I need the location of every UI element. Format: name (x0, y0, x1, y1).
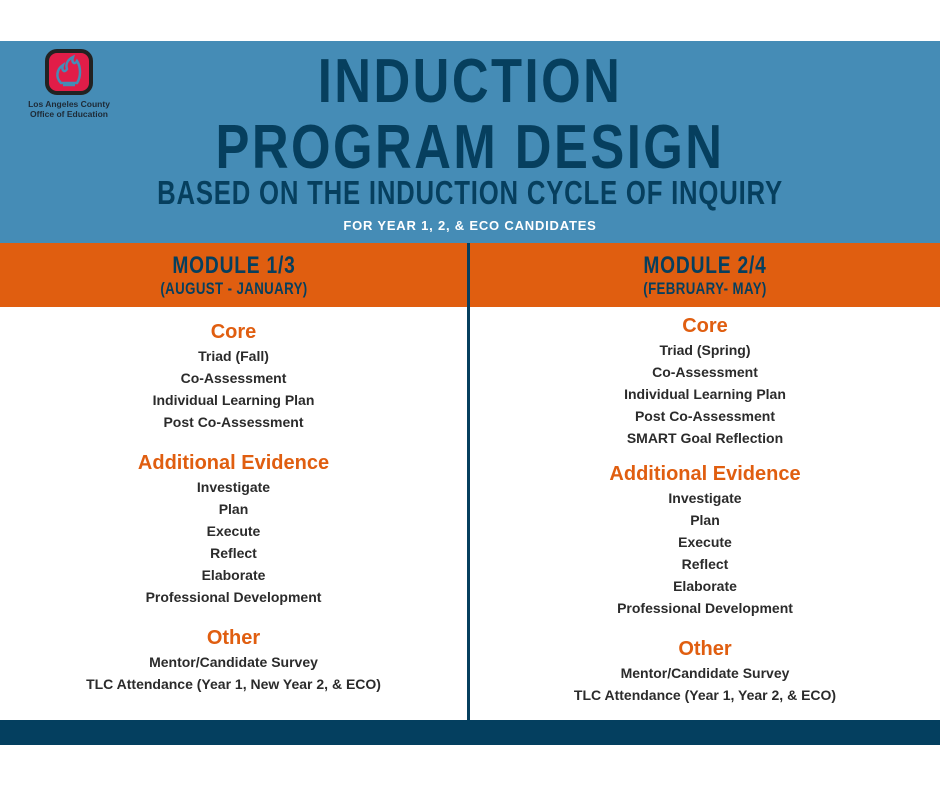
list-item: Execute (206, 523, 261, 539)
list-item: Triad (Spring) (659, 342, 751, 358)
organization-name-line2: Office of Education (30, 109, 108, 119)
module-column-left (0, 307, 467, 695)
module-range: (FEBRUARY- MAY) (643, 279, 767, 298)
list-item: Professional Development (617, 600, 793, 616)
list-item: Individual Learning Plan (152, 392, 315, 408)
list-item: Professional Development (145, 589, 322, 605)
list-item: Triad (Fall) (198, 348, 269, 364)
module-header-left (0, 243, 468, 307)
module-header-right (470, 243, 940, 307)
page-title-line2: PROGRAM DESIGN (215, 113, 725, 182)
page-tagline: FOR YEAR 1, 2, & ECO CANDIDATES (343, 218, 597, 233)
section-title-other: Other (206, 627, 261, 649)
list-item: TLC Attendance (Year 1, New Year 2, & ECO) (86, 676, 381, 692)
header-banner (0, 41, 940, 243)
page-title-line1: INDUCTION (317, 47, 623, 116)
list-item: Post Co-Assessment (163, 414, 304, 430)
list-item: Reflect (681, 556, 729, 572)
list-item: Co-Assessment (180, 370, 287, 386)
list-item: Individual Learning Plan (624, 386, 786, 402)
list-item: Reflect (210, 545, 257, 561)
section-title-additional-evidence: Additional Evidence (609, 463, 801, 485)
list-item: Mentor/Candidate Survey (620, 665, 790, 681)
module-column-right (470, 307, 940, 706)
organization-name-line1: Los Angeles County (28, 99, 110, 109)
list-item: Elaborate (673, 578, 737, 594)
list-item: Elaborate (201, 567, 266, 583)
list-item: Plan (690, 512, 720, 528)
list-item: Execute (678, 534, 732, 550)
module-name: MODULE 2/4 (643, 252, 767, 279)
list-item: Mentor/Candidate Survey (149, 654, 318, 670)
list-item: Post Co-Assessment (634, 408, 776, 424)
list-item: Plan (218, 501, 249, 517)
section-title-other: Other (678, 638, 732, 660)
page-subtitle: BASED ON THE INDUCTION CYCLE OF INQUIRY (157, 174, 783, 211)
list-item: TLC Attendance (Year 1, Year 2, & ECO) (573, 687, 837, 703)
module-name: MODULE 1/3 (172, 252, 296, 279)
section-title-additional-evidence: Additional Evidence (137, 452, 330, 474)
list-item: SMART Goal Reflection (626, 430, 784, 446)
module-range: (AUGUST - JANUARY) (160, 279, 308, 298)
list-item: Co-Assessment (652, 364, 758, 380)
list-item: Investigate (668, 490, 742, 506)
list-item: Investigate (196, 479, 271, 495)
section-title-core: Core (682, 315, 728, 337)
module-header-band (0, 243, 940, 307)
footer-bar (0, 720, 940, 745)
section-title-core: Core (210, 321, 257, 343)
